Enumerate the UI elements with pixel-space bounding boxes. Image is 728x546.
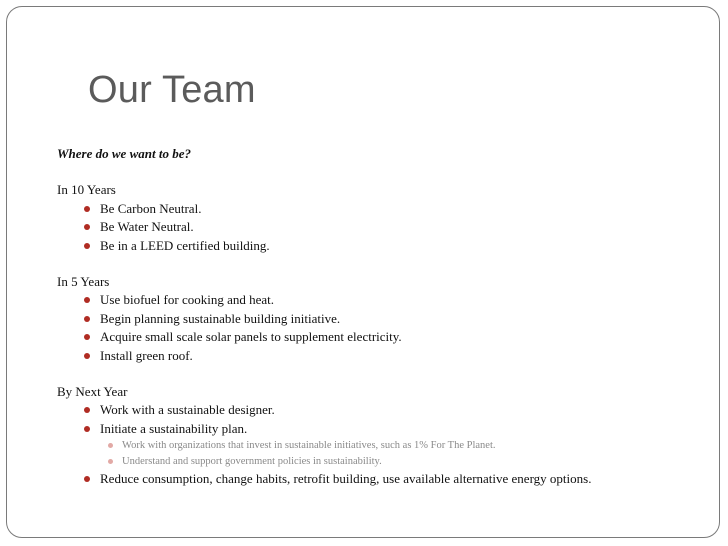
slide-title: Our Team xyxy=(88,69,256,111)
bullet-dot-icon xyxy=(84,426,90,432)
list-item: Acquire small scale solar panels to supplement electricity. xyxy=(100,328,707,346)
list-item: Be Water Neutral. xyxy=(100,218,707,236)
section-10-years xyxy=(57,181,707,255)
list-item: Work with a sustainable designer. xyxy=(100,401,707,419)
bullet-dot-icon xyxy=(84,407,90,413)
section-heading: In 10 Years xyxy=(57,182,116,198)
bullet-dot-icon xyxy=(84,297,90,303)
section-next-year xyxy=(57,383,707,489)
slide-content xyxy=(57,145,707,489)
section-heading: By Next Year xyxy=(57,384,128,400)
bullet-dot-icon xyxy=(84,316,90,322)
sub-bullet-dot-icon xyxy=(108,459,113,464)
bullet-dot-icon xyxy=(84,353,90,359)
list-item: Initiate a sustainability plan. Work with organizations that invest in sustainable initiatives, such as 1% For The Planet. Understand and support government policies in sustainability. xyxy=(100,420,707,470)
list-item: Install green roof. xyxy=(100,347,707,365)
question-text: Where do we want to be? xyxy=(57,146,191,161)
bullet-list xyxy=(57,200,707,255)
bullet-dot-icon xyxy=(84,476,90,482)
sub-list-item: Understand and support government policies in sustainability. xyxy=(122,454,707,470)
slide xyxy=(6,6,720,538)
list-item: Begin planning sustainable building initiative. xyxy=(100,310,707,328)
sub-bullet-dot-icon xyxy=(108,443,113,448)
list-item: Be in a LEED certified building. xyxy=(100,237,707,255)
sub-list-item: Work with organizations that invest in sustainable initiatives, such as 1% For The Planet. xyxy=(122,438,707,454)
sub-bullet-list xyxy=(100,438,707,470)
list-item: Use biofuel for cooking and heat. xyxy=(100,291,707,309)
list-item: Reduce consumption, change habits, retrofit building, use available alternative energy options. xyxy=(100,470,707,488)
section-5-years xyxy=(57,273,707,365)
bullet-list xyxy=(57,291,707,365)
bullet-dot-icon xyxy=(84,224,90,230)
bullet-dot-icon xyxy=(84,206,90,212)
bullet-list xyxy=(57,401,707,488)
list-item: Be Carbon Neutral. xyxy=(100,200,707,218)
section-heading: In 5 Years xyxy=(57,274,110,290)
bullet-dot-icon xyxy=(84,243,90,249)
bullet-dot-icon xyxy=(84,334,90,340)
